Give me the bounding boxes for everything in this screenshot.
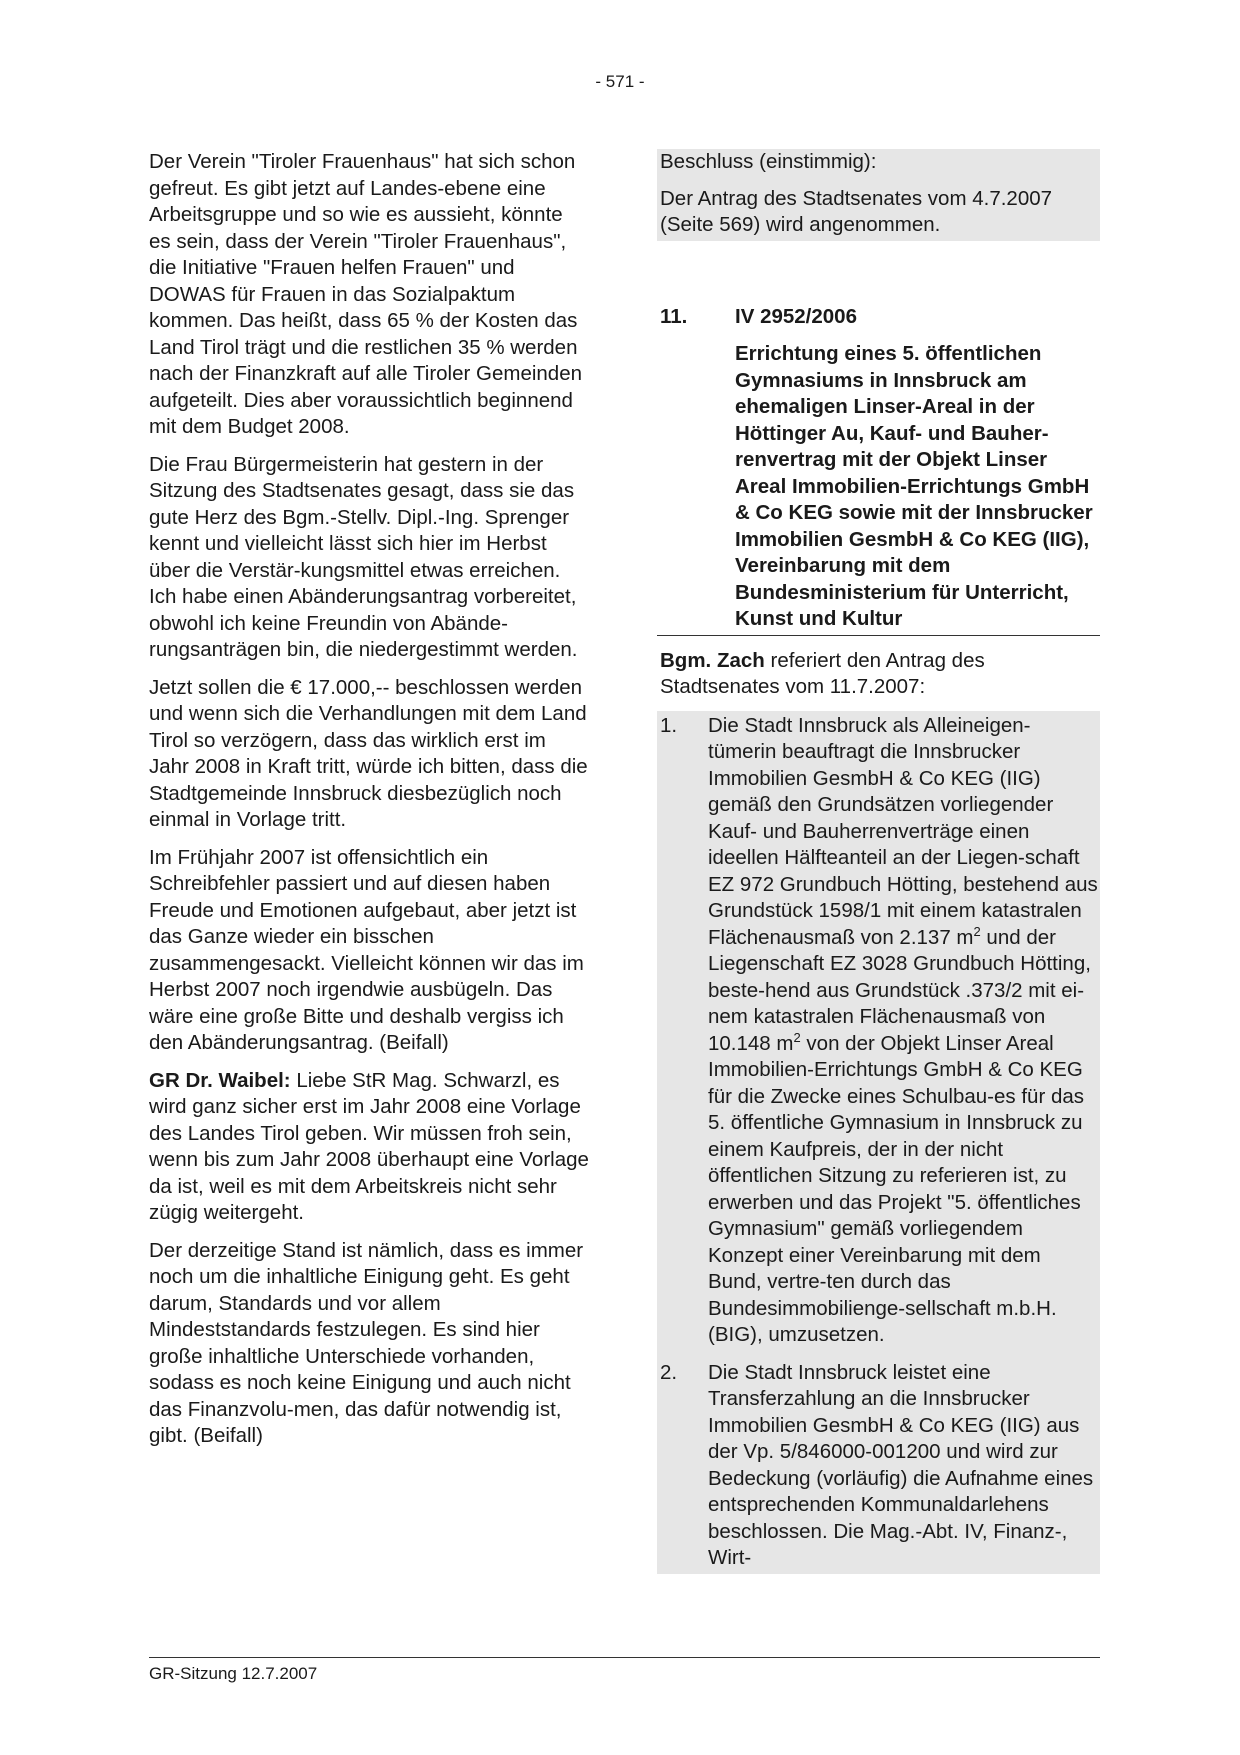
resolution-text: Der Antrag des Stadtsenates vom 4.7.2007 (Seite 569) wird angenommen. [660, 186, 1053, 236]
left-column [149, 149, 589, 1461]
intro-text: referiert den Antrag des Stadtsenates vom 11.7.2007: [660, 648, 985, 698]
text-segment: und der Liegenschaft EZ 3028 Grundbuch Hötting, beste-hend aus Grundstück .373/2 mit ei-nem katastralen Flächenausmaß von 10.148 m [708, 925, 1091, 1055]
paragraph: Der derzeitige Stand ist nämlich, dass es immer noch um die inhaltliche Einigung geht. Es geht darum, Standards und vor allem Mindeststandards festzulegen. Es sind hier große inhaltliche Unterschiede vorhanden, sodass es noch keine Einigung und auch nicht das Finanzvolu-men, das dafür notwendig ist, gibt. (Beifall) [149, 1238, 584, 1447]
text-segment: Die Stadt Innsbruck als Alleineigen-tümerin beauftragt die Innsbrucker Immobilien GesmbH & Co KEG (IIG) gemäß den Grundsätzen vorliegender Kauf- und Bauherrenverträge einen ideellen Hälfteanteil an der Liegen-schaft EZ 972 Grundbuch Hötting, bestehend aus Grundstück 1598/1 mit einem katastralen Flächenausmaß von 2.137 m [708, 713, 1098, 949]
list-text [708, 713, 1098, 1349]
superscript: 2 [793, 1029, 801, 1045]
superscript: 2 [973, 923, 981, 939]
list-number: 1. [660, 713, 678, 737]
footer-text: GR-Sitzung 12.7.2007 [149, 1664, 318, 1683]
resolution-label: Beschluss (einstimmig): [660, 150, 877, 173]
paragraph: Jetzt sollen die € 17.000,-- beschlossen werden und wenn sich die Verhandlungen mit dem Land Tirol so verzögern, dass das wirklich erst im Jahr 2008 in Kraft tritt, würde ich bitten, dass die Stadtgemeinde Innsbruck diesbezüglich noch einmal in Vorlage tritt. [149, 675, 588, 831]
speaker-name: Bgm. Zach [660, 648, 765, 672]
agenda-reference: IV 2952/2006 [735, 304, 857, 328]
paragraph: Der Verein "Tiroler Frauenhaus" hat sich schon gefreut. Es gibt jetzt auf Landes-ebene eine Arbeitsgruppe und so wie es aussieht, könnte es sein, dass der Verein "Tiroler Frauenhaus", die Initiative "Frauen helfen Frauen" und DOWAS für Frauen in das Sozialpaktum kommen. Das heißt, dass 65 % der Kosten das Land Tirol trägt und die restlichen 35 % werden nach der Finanzkraft auf alle Tiroler Gemeinden aufgeteilt. Dies aber voraussichtlich beginnend mit dem Budget 2008. [149, 150, 583, 438]
speaker-name: GR Dr. Waibel: [149, 1068, 291, 1092]
agenda-item [657, 304, 1100, 636]
paragraph: Im Frühjahr 2007 ist offensichtlich ein Schreibfehler passiert und auf diesen haben Freude und Emotionen aufgebaut, aber jetzt ist das Ganze wieder ein bisschen zusammengesackt. Vielleicht können wir das im Herbst 2007 noch irgendwie ausbügeln. Das wäre eine große Bitte und deshalb vergiss ich den Abänderungsantrag. (Beifall) [149, 845, 584, 1054]
list-item [660, 713, 1098, 1349]
list-text: Die Stadt Innsbruck leistet eine Transferzahlung an die Innsbrucker Immobilien GesmbH & Co KEG (IIG) aus der Vp. 5/846000-001200 und wird zur Bedeckung (vorläufig) die Aufnahme eines entsprechenden Kommunaldarlehens beschlossen. Die Mag.-Abt. IV, Finanz-, Wirt- [708, 1360, 1094, 1569]
text-segment: von der Objekt Linser Areal Immobilien-Errichtungs GmbH & Co KEG für die Zwecke eines Schulbau-es für das 5. öffentliche Gymnasium in Innsbruck zu einem Kaufpreis, der in der nicht öffentlichen Sitzung zu referieren ist, zu erwerben und das Projekt "5. öffentliches Gymnasium" gemäß vorliegendem Konzept einer Vereinbarung mit dem Bund, vertre-ten durch das Bundesimmobilienge-sellschaft m.b.H. (BIG), umzusetzen. [708, 1031, 1085, 1346]
speech-text: Liebe StR Mag. Schwarzl, es wird ganz sicher erst im Jahr 2008 eine Vorlage des Landes Tirol geben. Wir müssen froh sein, wenn bis zum Jahr 2008 überhaupt eine Vorlage da ist, weil es mit dem Arbeitskreis nicht sehr zügig weitergeht. [149, 1068, 589, 1224]
right-column [657, 149, 1100, 1574]
list-item [660, 1360, 1098, 1572]
agenda-number: 11. [660, 304, 688, 328]
agenda-header [657, 304, 1100, 331]
paragraph [149, 1068, 589, 1227]
footer-divider [149, 1657, 1100, 1658]
motion-list [657, 711, 1100, 1574]
paragraph: Die Frau Bürgermeisterin hat gestern in der Sitzung des Stadtsenates gesagt, dass sie das gute Herz des Bgm.-Stellv. Dipl.-Ing. Sprenger kennt und vielleicht lässt sich hier im Herbst über die Verstär-kungsmittel etwas erreichen. Ich habe einen Abänderungsantrag vorbereitet, obwohl ich keine Freundin von Abände-rungsanträgen bin, die niedergestimmt werden. [149, 452, 578, 661]
resolution-box [657, 149, 1100, 241]
list-number: 2. [660, 1360, 678, 1384]
agenda-title: Errichtung eines 5. öffentlichen Gymnasiums in Innsbruck am ehemaligen Linser-Areal in der Höttinger Au, Kauf- und Bauher-renvertrag mit der Objekt Linser Areal Immobilien-Errichtungs GmbH & Co KEG sowie mit der Innsbrucker Immobilien GesmbH & Co KEG (IIG), Vereinbarung mit dem Bundesministerium für Unterricht, Kunst und Kultur [657, 341, 1100, 636]
intro-paragraph [657, 648, 1100, 701]
page-number: - 571 - [595, 72, 645, 91]
